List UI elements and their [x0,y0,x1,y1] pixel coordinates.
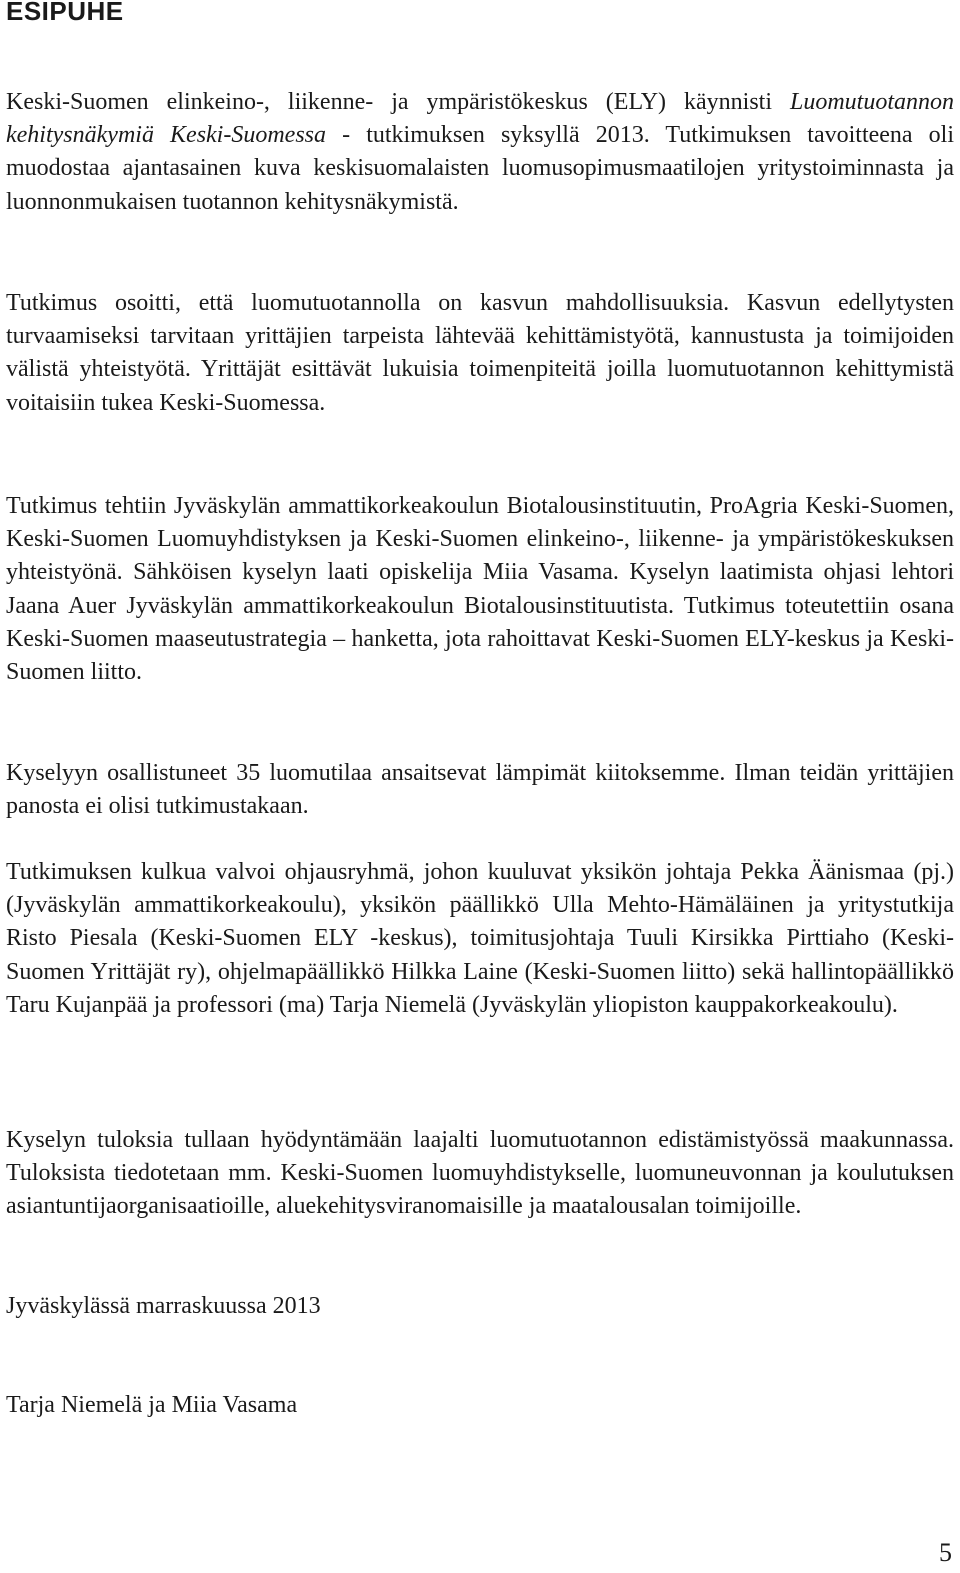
place-date: Jyväskylässä marraskuussa 2013 [6,1293,321,1319]
collaboration-paragraph: Tutkimus tehtiin Jyväskylän ammattikorkeakoulun Biotalousinstituutin, ProAgria Keski-Suomen, Keski-Suomen Luomuyhdistyksen ja Keski-Suomen elinkeino-, liikenne- ja ympäristökeskuksen yhteistyönä. Sähköisen kyselyn laati opiskelija Miia Vasama. Kyselyn laatimista ohjasi lehtori Jaana Auer Jyväskylän ammattikorkeakoulun Biotalousinstituutista. Tutkimus toteutettiin osana Keski-Suomen maaseutustrategia – hanketta, jota rahoittavat Keski-Suomen ELY-keskus ja Keski-Suomen liitto. [6,493,954,686]
findings-paragraph: Tutkimus osoitti, että luomutuotannolla on kasvun mahdollisuuksia. Kasvun edellytysten turvaamiseksi tarvitaan yrittäjien tarpeista lähtevää kehittämistyötä, kannustusta ja toimijoiden välistä yhteistyötä. Yrittäjät esittävät lukuisia toimenpiteitä joilla luomutuotannon kehittymistä voitaisiin tukea Keski-Suomessa. [6,290,954,416]
page-number: 5 [939,1538,952,1567]
study-title: Luomutuotannon kehitysnäkymiä Keski-Suomessa [6,89,954,149]
intro-paragraph [6,86,954,219]
results-use-paragraph: Kyselyn tuloksia tullaan hyödyntämään laajalti luomutuotannon edistämistyössä maakunnassa. Tuloksista tiedotetaan mm. Keski-Suomen luomuyhdistykselle, luomuneuvonnan ja koulutuksen asiantuntijaorganisaatioille, aluekehitysviranomaisille ja maatalousalan toimijoille. [6,1127,954,1220]
authors: Tarja Niemelä ja Miia Vasama [6,1392,298,1418]
intro-text-start: Keski-Suomen elinkeino-, liikenne- ja ympäristökeskus (ELY) käynnisti [6,89,790,115]
steering-group-paragraph: Tutkimuksen kulkua valvoi ohjausryhmä, johon kuuluvat yksikön johtaja Pekka Äänismaa (pj.) (Jyväskylän ammattikorkeakoulu), yksikön päällikkö Ulla Mehto-Hämäläinen ja yritystutkija Risto Piesala (Keski-Suomen ELY -keskus), toimitusjohtaja Tuuli Kirsikka Pirttiaho (Keski-Suomen Yrittäjät ry), ohjelmapäällikkö Hilkka Laine (Keski-Suomen liitto) sekä hallintopäällikkö Taru Kujanpää ja professori (ma) Tarja Niemelä (Jyväskylän yliopiston kauppakorkeakoulu). [6,859,954,1018]
page-title: ESIPUHE [6,0,124,26]
intro-text-end: - tutkimuksen syksyllä 2013. Tutkimuksen tavoitteena oli muodostaa ajantasainen kuva keskisuomalaisten luomusopimusmaatilojen yritystoiminnasta ja luonnonmukaisen tuotannon kehitysnäkymistä. [6,122,954,215]
thanks-paragraph: Kyselyyn osallistuneet 35 luomutilaa ansaitsevat lämpimät kiitoksemme. Ilman teidän yrittäjien panosta ei olisi tutkimustakaan. [6,760,954,820]
